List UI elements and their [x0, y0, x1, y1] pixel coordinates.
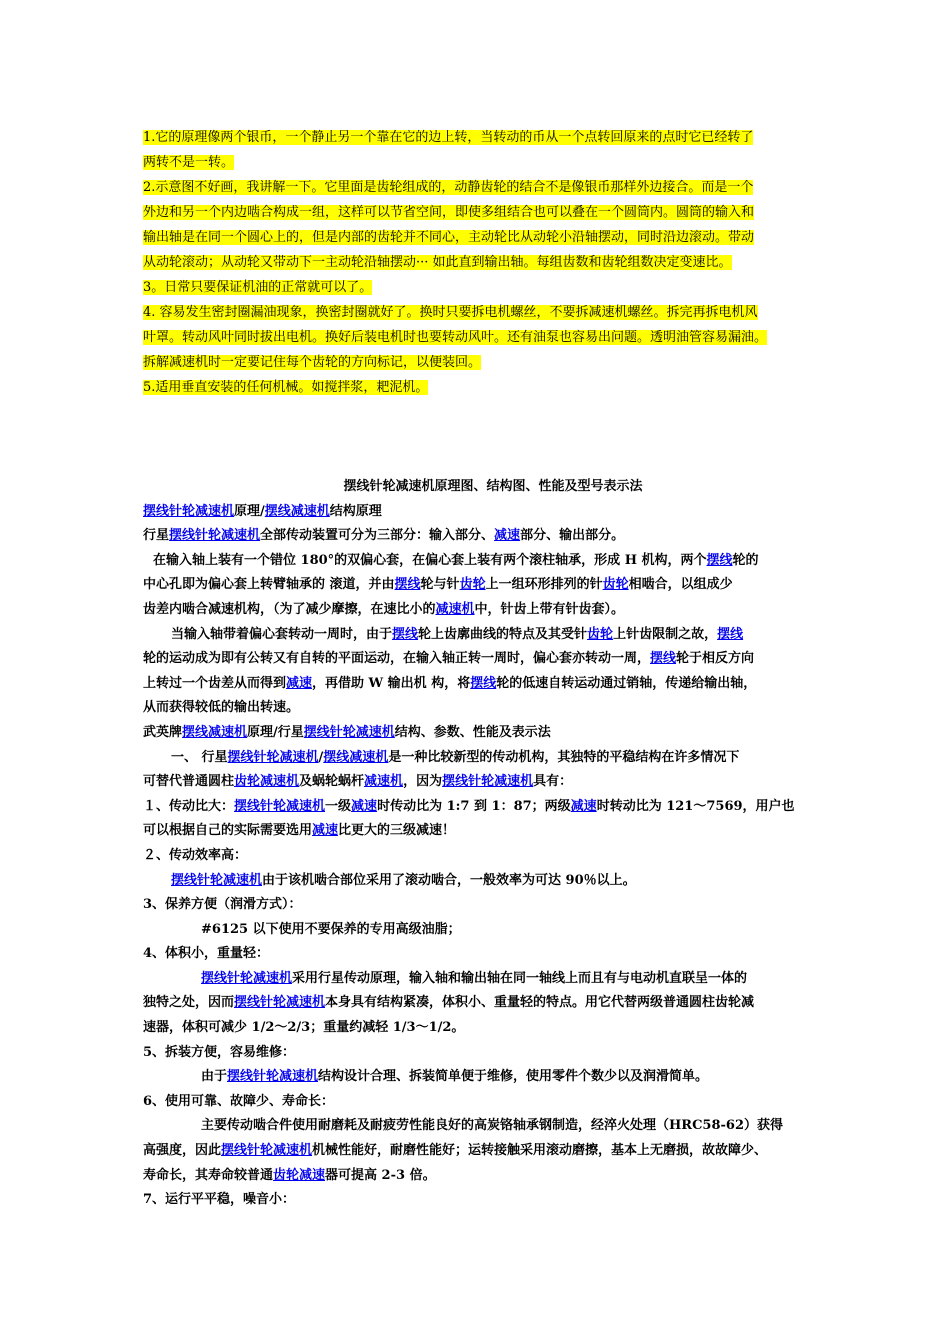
p1-line-1: 1.它的原理像两个银币，一个静止另一个靠在它的边上转，当转动的币从一个点转回原来的点时它已经转了 — [143, 130, 754, 145]
line-26: 主要传动啮合件使用耐磨耗及耐疲劳性能良好的高炭铬轴承钢制造，经淬火处理（HRC58-62）获得 — [201, 1118, 784, 1134]
link[interactable]: 摆线 — [706, 552, 733, 568]
line-6: 当输入轴带着偏心套转动一周时，由于摆线轮上齿廓曲线的特点及其受针齿轮上针齿限制之故，摆线 — [171, 626, 744, 642]
link[interactable]: 摆线针轮减速机 — [442, 774, 534, 790]
line-2: 行星摆线针轮减速机全部传动装置可分为三部分：输入部分、减速部分、输出部分。 — [143, 528, 625, 544]
link[interactable]: 摆线 — [717, 626, 744, 642]
line-21: 独特之处，因而摆线针轮减速机本身具有结构紧凑，体积小、重量轻的特点。用它代替两级普通圆柱齿轮减 — [143, 995, 755, 1011]
link[interactable]: 摆线针轮减速机 — [221, 1143, 313, 1159]
link[interactable]: 减速 — [494, 528, 521, 544]
p2-line-3: 输出轴是在同一个圆心上的，但是内部的齿轮并不同心，主动轮比从动轮小沿轴摆动，同时沿边滚动。带动 — [143, 230, 755, 245]
line-17: 3、保养方便（润滑方式）： — [143, 897, 302, 913]
line-12: 可替代普通圆柱齿轮减速机及蜗轮蜗杆减速机，因为摆线针轮减速机具有： — [143, 774, 573, 790]
line-13: １、传动比大：摆线针轮减速机一级减速时传动比为 1:7 到 1：87；两级减速时转动比为 121～7569，用户也 — [143, 798, 795, 814]
link[interactable]: 减速 — [286, 675, 313, 691]
line-5: 齿差内啮合减速机构，（为了减少摩擦，在速比小的减速机中，针齿上带有针齿套）。 — [143, 601, 625, 617]
line-4: 中心孔即为偏心套上转臂轴承的 滚道，并由摆线轮与针齿轮上一组环形排列的针齿轮相啮合，以组成少 — [143, 577, 733, 593]
link[interactable]: 齿轮减速 — [273, 1167, 326, 1183]
link[interactable]: 摆线 — [470, 675, 497, 691]
p2-line-1: 2.示意图不好画，我讲解一下。它里面是齿轮组成的，动静齿轮的结合不是像银币那样外边接合。而是一个 — [143, 180, 754, 195]
line-15: ２、传动效率高： — [143, 847, 248, 863]
link[interactable]: 减速 — [570, 798, 597, 814]
link[interactable]: 摆线减速机 — [323, 749, 389, 765]
highlighted-answer-block — [143, 125, 823, 400]
line-22: 速器，体积可减少 1/2～2/3；重量约减轻 1/3～1/2。 — [143, 1020, 465, 1036]
link[interactable]: 减速 — [351, 798, 378, 814]
link[interactable]: 摆线针轮减速机 — [234, 995, 326, 1011]
line-8: 上转过一个齿差从而得到减速，再借助 W 输出机 构，将摆线轮的低速自转运动通过销轴，传递给输出轴， — [143, 675, 757, 691]
line-28: 寿命长，其寿命较普通齿轮减速器可提高 2-3 倍。 — [143, 1167, 436, 1183]
line-23: 5、拆装方便，容易维修： — [143, 1044, 296, 1060]
link[interactable]: 齿轮 — [587, 626, 614, 642]
link[interactable]: 摆线针轮减速机 — [234, 798, 326, 814]
link[interactable]: 摆线 — [394, 577, 421, 593]
p3-line-1: 3。日常只要保证机油的正常就可以了。 — [143, 280, 373, 295]
line-27: 高强度，因此摆线针轮减速机机械性能好，耐磨性能好；运转接触采用滚动磨擦，基本上无磨损，故故障少、 — [143, 1143, 768, 1159]
article — [143, 475, 813, 1213]
p4-line-1: 4. 容易发生密封圈漏油现象，换密封圈就好了。换时只要拆电机螺丝，不要拆减速机螺丝。拆完再拆电机风 — [143, 305, 758, 320]
link[interactable]: 摆线针轮减速机 — [143, 503, 235, 519]
link[interactable]: 摆线针轮减速机 — [201, 970, 293, 986]
line-14: 可以根据自己的实际需要选用减速比更大的三级减速！ — [143, 823, 456, 839]
link[interactable]: 摆线减速机 — [182, 724, 248, 740]
p2-line-2: 外边和另一个内边啮合构成一组，这样可以节省空间，即使多组结合也可以叠在一个圆筒内。圆筒的输入和 — [143, 205, 755, 220]
line-19: 4、体积小，重量轻： — [143, 946, 270, 962]
link[interactable]: 摆线 — [392, 626, 419, 642]
line-10: 武英牌摆线减速机原理/行星摆线针轮减速机结构、参数、性能及表示法 — [143, 724, 551, 740]
link[interactable]: 摆线针轮减速机 — [171, 872, 263, 888]
link[interactable]: 减速机 — [435, 601, 475, 617]
link[interactable]: 摆线针轮减速机 — [169, 528, 261, 544]
line-24: 由于摆线针轮减速机结构设计合理、拆装简单便于维修，使用零件个数少以及润滑简单。 — [201, 1069, 709, 1085]
link[interactable]: 摆线针轮减速机 — [227, 749, 319, 765]
line-3: 在输入轴上装有一个错位 180°的双偏心套，在偏心套上装有两个滚柱轴承，形成 H 机构，两个摆线轮的 — [153, 552, 759, 568]
p5-line-1: 5.适用垂直安装的任何机械。如搅拌浆，耙泥机。 — [143, 380, 429, 395]
line-16: 摆线针轮减速机由于该机啮合部位采用了滚动啮合，一般效率为可达 90％以上。 — [171, 872, 636, 888]
line-20: 摆线针轮减速机采用行星传动原理，输入轴和输出轴在同一轴线上而且有与电动机直联呈一体的 — [201, 970, 748, 986]
p4-line-3: 拆解减速机时一定要记住每个齿轮的方向标记，以便装回。 — [143, 355, 482, 370]
line-25: 6、使用可靠、故障少、寿命长： — [143, 1093, 335, 1109]
link[interactable]: 减速 — [312, 823, 339, 839]
link[interactable]: 齿轮减速机 — [234, 774, 300, 790]
line-1: 摆线针轮减速机原理/摆线减速机结构原理 — [143, 503, 382, 519]
p4-line-2: 叶罩。转动风叶同时拔出电机。换好后装电机时也要转动风叶。还有油泵也容易出问题。透明油管容易漏油。 — [143, 330, 768, 345]
link[interactable]: 摆线针轮减速机 — [303, 724, 395, 740]
line-11: 一、 行星摆线针轮减速机/摆线减速机是一种比较新型的传动机构，其独特的平稳结构在许多情况下 — [171, 749, 740, 765]
link[interactable]: 减速机 — [364, 774, 404, 790]
link[interactable]: 摆线针轮减速机 — [227, 1069, 319, 1085]
article-title: 摆线针轮减速机原理图、结构图、性能及型号表示法 — [343, 479, 643, 494]
line-29: 7、运行平平稳，噪音小： — [143, 1192, 296, 1208]
link[interactable]: 齿轮 — [602, 577, 629, 593]
link[interactable]: 摆线 — [650, 651, 677, 667]
link[interactable]: 摆线减速机 — [264, 503, 330, 519]
line-7: 轮的运动成为即有公转又有自转的平面运动，在输入轴正转一周时，偏心套亦转动一周，摆线轮于相反方向 — [143, 651, 755, 667]
p2-line-4: 从动轮滚动；从动轮又带动下一主动轮沿轴摆动··· 如此直到输出轴。每组齿数和齿轮组数决定变速比。 — [143, 255, 732, 270]
line-9: 从而获得较低的输出转速。 — [143, 700, 300, 716]
line-18: #6125 以下使用不要保养的专用高级油脂； — [201, 921, 461, 937]
link[interactable]: 齿轮 — [459, 577, 486, 593]
p1-line-2: 两转不是一转。 — [143, 155, 235, 170]
